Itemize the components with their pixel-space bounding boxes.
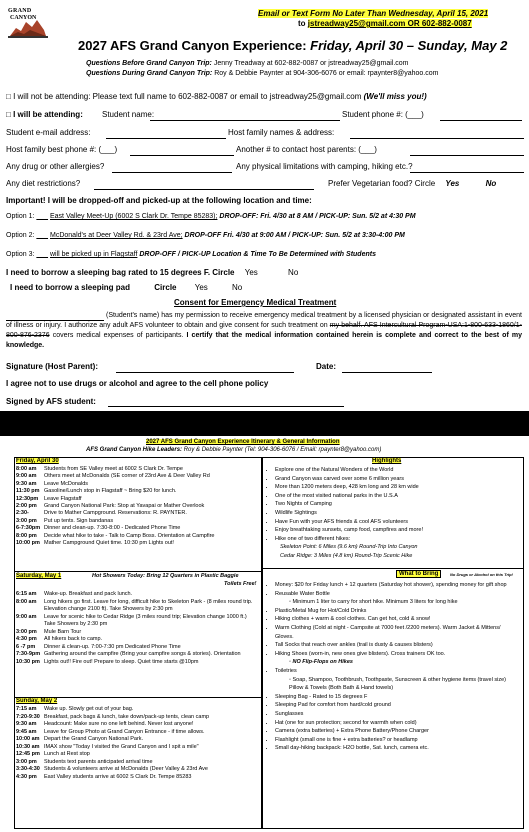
schedule-row [16, 540, 258, 547]
schedule-time: 12:45 pm [16, 751, 40, 757]
schedule-time: 8:00 am [16, 466, 37, 472]
schedule-activity: East Valley students arrive at 6002 S Clark Dr. Tempe 85283 [44, 773, 192, 780]
student-name-field[interactable] [150, 120, 340, 121]
consent-text-2: covers medical expenses of participants. [52, 332, 184, 339]
another-phone-label: Another # to contact host parents: (___) [236, 145, 377, 154]
option-3-location: will be picked up in Flagstaff [50, 251, 138, 258]
page-title-dates: Friday, April 30 – Sunday, May 2 [310, 38, 508, 53]
physical-field[interactable] [410, 172, 524, 173]
schedule-activity: Gasoline/Lunch stop in Flagstaff ~ Bring $20 for lunch. [44, 488, 177, 495]
important-text: Important! I will be dropped-off and picked-up at the following location and time: [6, 196, 312, 205]
schedule-row [16, 774, 258, 782]
consent-title: Consent for Emergency Medical Treatment [174, 298, 337, 307]
option-2-row [6, 232, 405, 239]
leaders-label: AFS Grand Canyon Hike Leaders: [86, 447, 183, 453]
not-attending-row [6, 92, 427, 101]
borrow-bag-yes[interactable]: Yes [244, 268, 258, 277]
questions-during-label: Questions During Grand Canyon Trip: [86, 70, 213, 77]
consent-body [6, 311, 522, 351]
list-item: • One of the most visited national parks in the U.S.A [275, 492, 520, 501]
schedule-row [16, 473, 258, 480]
list-item: • Sleeping Pad for comfort from hard/cold ground [275, 701, 520, 710]
hike-skeleton: Skeleton Point: 6 Miles (9.6 km) Round-Trip Into Canyon [280, 544, 418, 551]
option-3-row [6, 251, 376, 258]
list-item: • Hat (one for sun protection; second for warmth when cold) [275, 719, 520, 728]
student-email-label: Student e-mail address: [6, 128, 91, 137]
schedule-row [16, 466, 258, 473]
schedule-row [16, 481, 258, 488]
schedule-activity: Students from SE Valley meet at 6002 S Clark Dr. Tempe [44, 466, 183, 472]
highlights-heading: Highlights [372, 458, 402, 464]
highlights-list [266, 466, 520, 561]
no-drugs-note: No Drugs or Alcohol on this Trip! [450, 572, 513, 577]
list-item: • Enjoy breathtaking sunsets, camp food, campfires and more! [275, 526, 520, 535]
bring-list [266, 581, 520, 753]
borrow-pad-circle: Circle [154, 283, 177, 292]
schedule-time: 9:30 am [16, 480, 37, 487]
student-signature-field[interactable] [108, 406, 344, 407]
schedule-activity: Decide what hike to take - Talk to Camp Boss. Orientation at Campfire [44, 532, 215, 539]
page-title: 2027 AFS Grand Canyon Experience: [78, 38, 307, 53]
list-item: • Camera (extra batteries) + Extra Phone Battery/Phone Charger [275, 727, 520, 736]
questions-during-contact: Roy & Debbie Paynter at 904-306-6076 or email: rpaynter8@yahoo.com [214, 70, 439, 77]
schedule-row [16, 533, 258, 540]
schedule-activity: Students & volunteers arrive at McDonalds (Deer Valley & 23rd Ave [44, 766, 208, 772]
student-phone-field[interactable] [440, 120, 522, 121]
consent-certify: I certify that the medical information contained herein is complete and correct to the best of my knowledge. [6, 332, 522, 349]
schedule-row [16, 614, 258, 629]
list-item: • Flashlight (small one is fine + extra batteries? or headlamp [275, 736, 520, 745]
veg-no-option[interactable]: No [485, 179, 497, 188]
schedule-time: 10:00 pm [16, 540, 40, 547]
schedule-activity: Students text parents anticipated arrival time [44, 758, 153, 765]
contact-email-phone[interactable]: jstreadway25@gmail.com OR 602-882-0087 [307, 19, 472, 28]
option-2-times: DROP-OFF Fri. 4/30 at 9:00 AM / PICK-UP: Sun. 5/2 at 3:30-4:00 PM [184, 232, 405, 239]
option-2-location: McDonald's at Deer Valley Rd. & 23rd Ave; [50, 232, 183, 239]
option-1-row [6, 213, 416, 220]
schedule-activity: Leave McDonalds [44, 480, 89, 487]
schedule-row [16, 503, 258, 510]
schedule-row [16, 651, 258, 659]
option-2-label: Option 2: [6, 232, 35, 239]
list-subitem: ◦ NO Flip-Flops on Hikes [289, 659, 353, 666]
option-1-label: Option 1: [6, 213, 35, 220]
schedule-time: 2:30- [16, 510, 29, 517]
schedule-row [16, 644, 258, 652]
schedule-activity: Long hikers go first. Leave for long, difficult hike to Skeleton Park - (8 miles round trip. Elevation change 2100 ft). Take Showers by 2:30 pm [44, 598, 253, 612]
option-1-location: East Valley Meet-Up (6002 S Clark Dr. Tempe 85283); [50, 213, 218, 220]
physical-label: Any physical limitations with camping, hiking etc.? [236, 162, 413, 171]
not-attending-text: I will not be attending: Please text full name to 602-882-0087 or email to jstreadway25@gmail.com [13, 92, 362, 101]
itinerary-title: 2027 AFS Grand Canyon Experience Itinerary & General Information [146, 439, 340, 445]
veg-yes-option[interactable]: Yes [445, 179, 460, 188]
hike-cedar: Cedar Ridge: 3 Miles (4.8 km) Round-Trip Scenic Hike [280, 552, 413, 559]
agree-text: I agree not to use drugs or alcohol and agree to the cell phone policy [6, 379, 269, 388]
schedule-row [16, 729, 258, 737]
allergies-field[interactable] [112, 172, 232, 173]
date-label: Date: [316, 362, 337, 371]
schedule-time: 3:30-4:30 [16, 766, 40, 772]
schedule-row [16, 496, 258, 503]
miss-you-text: (We'll miss you!) [363, 92, 427, 101]
list-item: • Two Nights of Camping [275, 500, 520, 509]
consent-struck-text: my behalf. AFS Intercultural Program-USA:1-800-633-1860/1-800-876-2376 [6, 322, 522, 339]
schedule-row [16, 714, 258, 722]
list-item: • Sunglasses [275, 710, 520, 719]
list-item: • Reusable Water Bottle [275, 590, 520, 599]
schedule-time: 6-7:30pm [16, 525, 41, 532]
schedule-time: 3:00 pm [16, 758, 37, 765]
list-item: • Hike one of two different hikes: [275, 535, 520, 544]
option-2-checkbox[interactable] [36, 232, 48, 239]
schedule-row [16, 759, 258, 767]
questions-before-contact: Jenny Treadway at 602-882-0087 or jstreadway25@gmail.com [213, 60, 409, 67]
list-item: • Money: $20 for Friday lunch + 12 quarters (Saturday hot shower), spending money for gift shop [275, 581, 520, 590]
schedule-row [16, 636, 258, 644]
schedule-row [16, 525, 258, 532]
schedule-activity: Mather Campground Quiet time. 10:30 pm Lights out! [44, 540, 174, 547]
schedule-time: 10:30 am [16, 743, 40, 750]
schedule-time: 4:30 pm [16, 773, 37, 780]
schedule-time: 2:00 pm [16, 503, 37, 510]
list-item: • Plastic/Metal Mug for Hot/Cold Drinks [275, 607, 520, 616]
schedule-time: 4:30 pm [16, 636, 37, 642]
student-email-field[interactable] [106, 138, 226, 139]
friday-schedule [16, 466, 258, 547]
schedule-time: 7:15 am [16, 706, 37, 712]
grand-canyon-logo [8, 8, 48, 40]
schedule-row [16, 518, 258, 525]
list-item: • Hiking Shoes (worn-in, new ones give blisters). Cross trainers OK too. [275, 650, 520, 659]
option-3-dropoff: DROP-OFF / PICK-UP Location & Time To Be Determined with Students [139, 251, 376, 258]
schedule-activity: Lunch at Rest stop [44, 751, 90, 757]
schedule-activity: Leave for Group Photo at Grand Canyon Entrance - if time allows. [44, 728, 205, 735]
schedule-activity: Leave for scenic hike to Cedar Ridge (3 miles round trip; Elevation change 1000 ft.) Take Showers by 2:30 pm [44, 613, 247, 627]
checkbox[interactable]: □ [6, 110, 11, 119]
option-1-checkbox[interactable] [36, 213, 48, 220]
host-signature-field[interactable] [116, 372, 294, 373]
student-signature-label: Signed by AFS student: [6, 397, 96, 406]
schedule-time: 3:00 pm [16, 517, 37, 524]
list-subitem: ◦ Soap, Shampoo, Toothbrush, Toothpaste, Sunscreen & other hygiene items (travel size) [289, 676, 506, 683]
schedule-time: 8:00 am [16, 598, 37, 605]
vegetarian-label: Prefer Vegetarian food? Circle [328, 179, 436, 188]
schedule-activity: Breakfast, pack bags & lunch, take down/pack-up tents, clean camp [44, 713, 210, 720]
list-item: • Sleeping Bag - Rated to 15 degrees F [275, 693, 520, 702]
friday-heading: Friday, April 30 [16, 458, 59, 464]
schedule-activity: All hikers back to camp. [44, 636, 103, 642]
schedule-time: 11:30 pm [16, 488, 40, 495]
schedule-activity: Mule Barn Tour [44, 628, 82, 635]
allergies-label: Any drug or other allergies? [6, 162, 105, 171]
logo-text-2: CANYON [10, 15, 37, 21]
borrow-pad-no[interactable]: No [232, 283, 243, 292]
schedule-row [16, 591, 258, 599]
schedule-activity: Dinner and clean-up. 7:30-8:00 - Dedicated Phone Time [44, 525, 181, 532]
list-item: • Tall Socks that reach over ankles (trail is dusty & causes blisters) [275, 641, 520, 650]
host-phone-field[interactable] [130, 155, 234, 156]
list-item: • Warm Clothing (Cold at night - Campsite at 7000 feet /2200 meters). Warm Jacket & Mittens/ Gloves. [275, 624, 520, 641]
list-subitem: ◦ Minimum 1 liter to carry for short hike. Minimum 3 liters for long hike [289, 599, 458, 606]
schedule-time: 6:15 am [16, 591, 37, 597]
deadline-banner: Email or Text Form No Later Than Wednesday, April 15, 2021 [258, 9, 489, 18]
borrow-pad-yes[interactable]: Yes [194, 283, 208, 292]
host-phone-label: Host family best phone #: (___) [6, 145, 118, 154]
consent-text-1: (Student's name) has my permission to receive emergency medical treatment by a licensed physician or designated assistant in event of illness or injury. I authorize any adult AFS volunteer to obtain and give consent for such treatment on [6, 312, 522, 329]
borrow-bag-no[interactable]: No [288, 268, 299, 277]
option-3-checkbox[interactable] [36, 251, 48, 258]
diet-label: Any diet restrictions? [6, 179, 81, 188]
schedule-activity: Others meet at McDonalds (SE corner of 23rd Ave & Deer Valley Rd [44, 473, 210, 480]
schedule-activity: Grand Canyon National Park: Stop at Yavapai or Mather Overlook [44, 503, 205, 510]
attending-label: I will be attending: [13, 110, 83, 119]
schedule-row [16, 488, 258, 495]
borrow-pad-label: I need to borrow a sleeping pad [10, 283, 131, 292]
option-3-label: Option 3: [6, 251, 35, 258]
list-item: • Hiking clothes + warm & cool clothes. Can get hot, cold & snow! [275, 615, 520, 624]
schedule-row [16, 751, 258, 759]
list-item: • Wildlife Sightings [275, 509, 520, 518]
schedule-row [16, 510, 258, 517]
schedule-time: 9:00 am [16, 613, 37, 620]
sunday-schedule [16, 706, 258, 781]
schedule-activity: Gathering around the campfire (Bring your campfire songs & stories). Orientation [44, 651, 241, 657]
list-item: • Explore one of the Natural Wonders of the World [275, 466, 520, 475]
list-item: • Small day-hiking backpack: H2O bottle, Sat. lunch, camera etc. [275, 744, 520, 753]
schedule-activity: Put up tents. Sign bandanas [44, 517, 114, 524]
schedule-row [16, 736, 258, 744]
schedule-time: 9:45 am [16, 728, 37, 735]
page-divider [0, 411, 529, 436]
schedule-time: 3:00 pm [16, 628, 37, 635]
schedule-row [16, 659, 258, 667]
schedule-activity: Wake-up. Breakfast and pack lunch. [44, 591, 133, 597]
schedule-time: 10:00 am [16, 736, 40, 742]
borrow-bag-label: I need to borrow a sleeping bag rated to 15 degrees F. Circle [6, 268, 235, 277]
attending-row [6, 110, 83, 119]
schedule-time: 6 -7 pm [16, 643, 36, 650]
schedule-row [16, 706, 258, 714]
checkbox[interactable]: □ [6, 92, 11, 101]
diet-field[interactable] [94, 189, 314, 190]
saturday-heading: Saturday, May 1 [16, 573, 62, 579]
schedule-activity: Wake up. Slowly get out of your bag. [44, 706, 134, 712]
contact-prefix: to [298, 19, 308, 28]
schedule-time: 7:30-9pm [16, 651, 41, 657]
schedule-time: 10:30 pm [16, 658, 40, 665]
schedule-time: 9:00 am [16, 473, 37, 480]
list-item: • Toiletries [275, 667, 520, 676]
schedule-activity: Headcount: Make sure no one left behind. Never lost anyone! [44, 721, 194, 727]
schedule-activity: Drive to Mather Campground. Reservations: R. PAYNTER. [44, 510, 187, 517]
leaders-contact: Roy & Debbie Paynter (Tel: 904-306-6076 / Email: rpaynter8@yahoo.com) [183, 447, 382, 453]
schedule-activity: Leave Flagstaff [44, 495, 82, 502]
option-1-times: DROP-OFF: Fri. 4/30 at 8 AM / PICK-UP: Sun. 5/2 at 4:30 PM [219, 213, 416, 220]
schedule-row [16, 721, 258, 729]
schedule-time: 12:30pm [16, 495, 39, 502]
schedule-activity: Depart the Grand Canyon National Park. [44, 736, 144, 742]
host-names-field[interactable] [350, 138, 524, 139]
student-phone-label: Student phone #: (___) [342, 110, 424, 119]
schedule-activity: Dinner & clean-up. 7:00-7:30 pm Dedicated Phone Time [44, 643, 181, 650]
questions-before-label: Questions Before Grand Canyon Trip: [86, 60, 212, 67]
what-to-bring-heading: What to Bring [396, 570, 441, 578]
list-item: • More than 1200 meters deep, 428 km long and 28 km wide [275, 483, 520, 492]
schedule-time: 7:20-9:30 [16, 713, 40, 720]
student-name-label: Student name: [102, 110, 155, 119]
host-signature-label: Signature (Host Parent): [6, 362, 99, 371]
list-item: • Grand Canyon was carved over some 6 million years [275, 475, 520, 484]
another-phone-field[interactable] [410, 155, 524, 156]
schedule-time: 9:30 am [16, 721, 37, 727]
schedule-activity: Lights out!! Fire out! Prepare to sleep. Quiet time starts @10pm [44, 658, 199, 665]
schedule-row [16, 766, 258, 774]
showers-note: Hot Showers Today: Bring 12 Quarters in Plastic Baggie [92, 573, 239, 579]
logo-text: GRAND [8, 8, 32, 14]
schedule-row [16, 744, 258, 752]
schedule-row [16, 629, 258, 637]
sunday-heading: Sunday, May 2 [16, 698, 58, 704]
toilets-note: Toilets Free! [224, 581, 257, 587]
list-subitem: Pillow & Towels (Both Bath & Hand towels) [289, 685, 394, 692]
schedule-activity: IMAX show "Today I visited the Grand Canyon and I spit a mile" [44, 743, 199, 750]
saturday-schedule [16, 591, 258, 666]
host-names-label: Host family names & address: [228, 128, 335, 137]
schedule-row [16, 599, 258, 614]
schedule-time: 8:00 pm [16, 532, 37, 539]
list-item: • Have Fun with your AFS friends & cool AFS volunteers [275, 518, 520, 527]
date-field[interactable] [342, 372, 432, 373]
